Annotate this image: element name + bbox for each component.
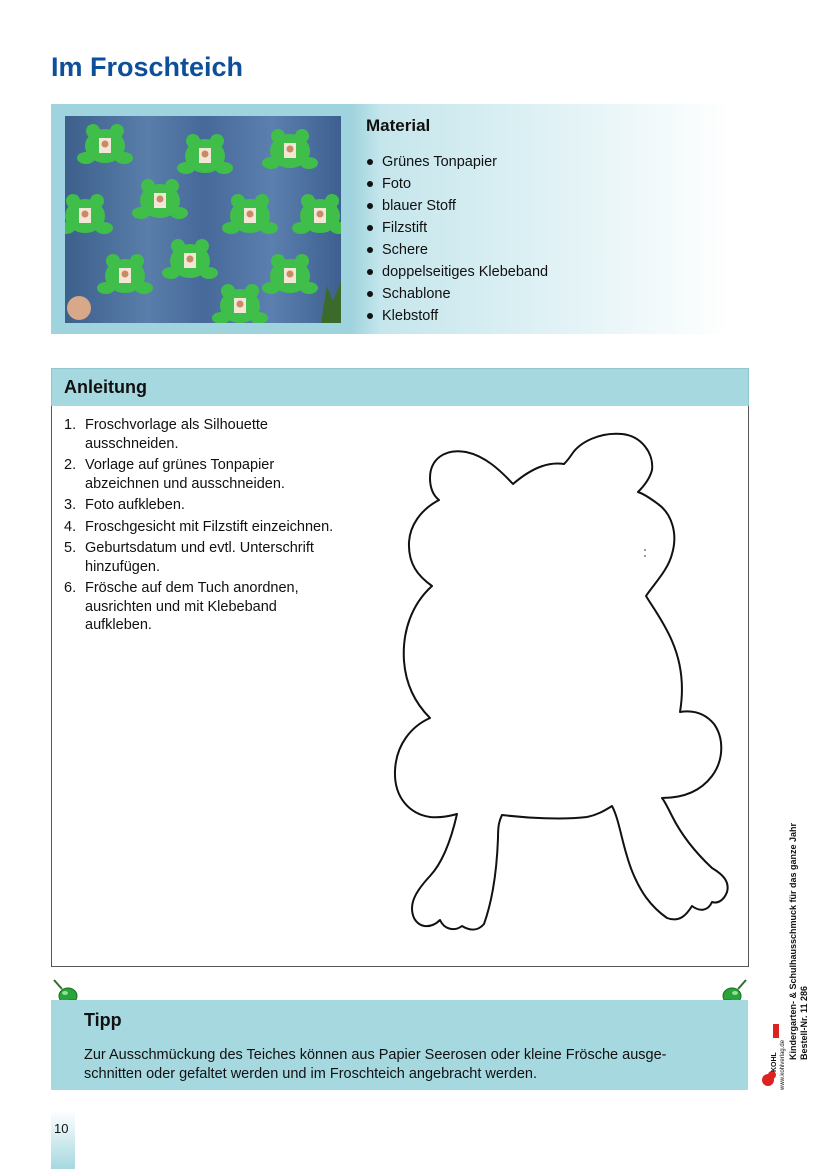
tipp-section [51,1000,748,1090]
list-item [64,518,344,537]
list-item: blauer Stoff [366,195,548,217]
anleitung-header [51,368,749,407]
list-item: Filzstift [366,217,548,239]
step-number: 3. [64,497,77,513]
step-number: 5. [64,540,77,556]
list-item [64,579,344,635]
list-item: Grünes Tonpapier [366,151,548,173]
tipp-heading: Tipp [84,1010,122,1030]
tipp-text: Zur Ausschmückung des Teiches können aus Papier Seerosen oder kleine Frösche ausge-schnitten oder gefaltet werden und im Froschteich angebracht werden. [84,1047,667,1082]
svg-text:KOHL: KOHL [771,1052,778,1072]
anleitung-body [51,406,749,967]
kohl-logo-icon [752,1020,792,1092]
step-number: 2. [64,457,77,473]
instruction-steps [64,416,344,638]
step-text: Frösche auf dem Tuch anordnen, ausrichten und mit Klebeband aufkleben. [85,580,299,633]
list-item: Foto [366,173,548,195]
list-item: Schere [366,239,548,261]
book-title: Kindergarten- & Schulhausschmuck für das ganze Jahr [788,822,798,1060]
page-number: 10 [54,1121,69,1136]
step-number: 6. [64,580,77,596]
list-item [64,496,344,515]
material-list [366,151,548,327]
page-number-strip [51,1110,75,1169]
order-number: Bestell-Nr. 11 286 [799,985,809,1060]
frog-pond-photo-illustration [65,116,341,323]
page-title: Im Froschteich [51,52,244,82]
frog-pond-photo [65,116,341,323]
list-item [64,539,344,576]
list-item [64,416,344,453]
step-number: 4. [64,518,77,535]
publisher-url: www.kohlverlag.de [780,1039,786,1090]
material-section [51,104,731,334]
list-item [64,456,344,493]
step-text: Vorlage auf grünes Tonpapier abzeichnen und ausschneiden. [85,457,285,492]
step-number: 1. [64,417,77,433]
list-item: Schablone [366,283,548,305]
step-text: Froschgesicht mit Filzstift einzeichnen. [85,518,334,535]
step-text: Geburtsdatum und evtl. Unterschrift hinzufügen. [85,540,314,575]
list-item: Klebstoff [366,305,548,327]
frog-template-outline [382,426,737,951]
material-heading: Material [366,116,431,135]
step-text: Froschvorlage als Silhouette ausschneiden. [85,417,268,452]
list-item: doppelseitiges Klebeband [366,261,548,283]
anleitung-heading: Anleitung [64,377,147,397]
step-text: Foto aufkleben. [85,497,185,513]
